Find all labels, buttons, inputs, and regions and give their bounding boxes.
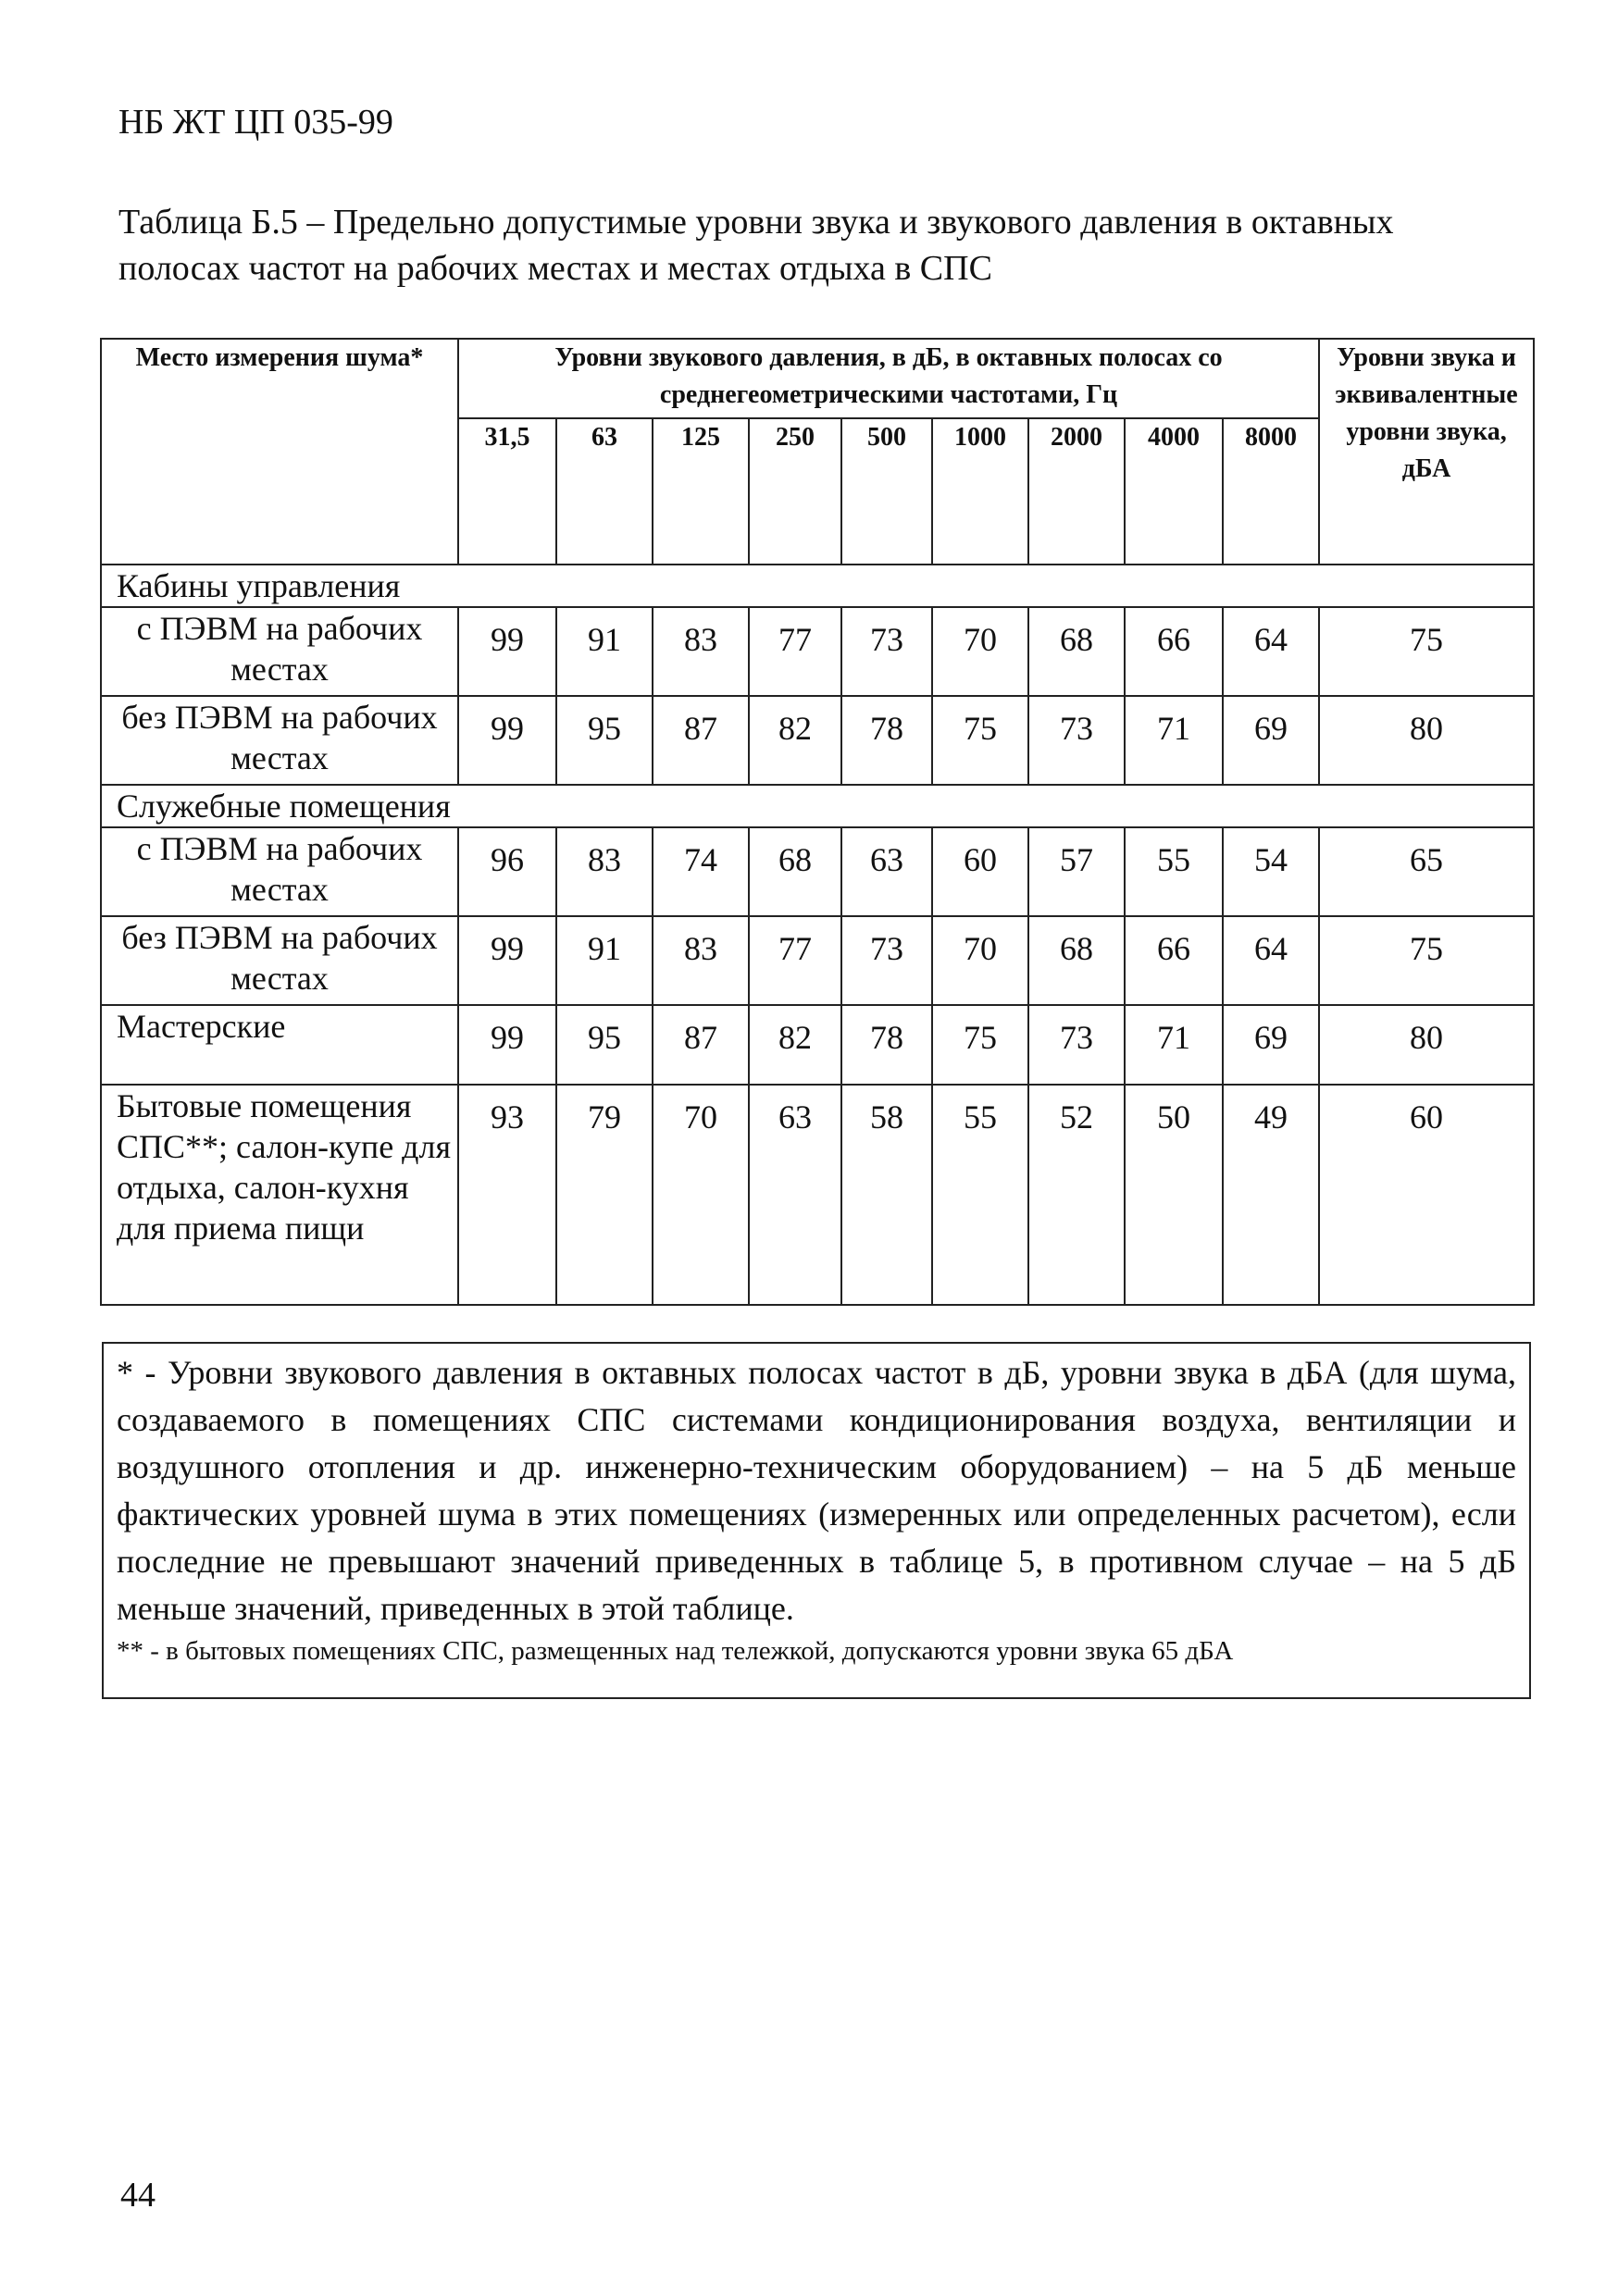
- table-row: [101, 827, 1534, 916]
- value-cell: 68: [1028, 607, 1125, 696]
- value-cell: 99: [458, 607, 556, 696]
- value-cell: 96: [458, 827, 556, 916]
- value-cell: 50: [1125, 1085, 1223, 1305]
- value-cell: 75: [932, 696, 1028, 785]
- value-cell: 83: [556, 827, 653, 916]
- value-cell: 70: [932, 916, 1028, 1005]
- value-cell: 64: [1223, 607, 1319, 696]
- value-cell: 82: [749, 696, 841, 785]
- value-cell: 58: [841, 1085, 932, 1305]
- value-cell: 63: [749, 1085, 841, 1305]
- value-cell: 64: [1223, 916, 1319, 1005]
- value-cell: 95: [556, 1005, 653, 1085]
- value-cell: 83: [653, 916, 749, 1005]
- row-place: без ПЭВМ на рабочих местах: [101, 916, 458, 1005]
- value-cell: 73: [1028, 1005, 1125, 1085]
- total-cell: 75: [1319, 916, 1534, 1005]
- total-cell: 80: [1319, 696, 1534, 785]
- row-place: Бытовые помещения СПС**; салон-купе для отдыха, салон-кухня для приема пищи: [101, 1085, 458, 1305]
- value-cell: 70: [932, 607, 1028, 696]
- value-cell: 75: [932, 1005, 1028, 1085]
- frequency-header: 2000: [1028, 418, 1125, 565]
- value-cell: 99: [458, 916, 556, 1005]
- frequency-header: 1000: [932, 418, 1028, 565]
- value-cell: 49: [1223, 1085, 1319, 1305]
- table-row: [101, 1085, 1534, 1305]
- value-cell: 52: [1028, 1085, 1125, 1305]
- value-cell: 54: [1223, 827, 1319, 916]
- value-cell: 70: [653, 1085, 749, 1305]
- value-cell: 79: [556, 1085, 653, 1305]
- frequency-header: 63: [556, 418, 653, 565]
- value-cell: 73: [1028, 696, 1125, 785]
- frequency-header: 500: [841, 418, 932, 565]
- document-id: НБ ЖТ ЦП 035-99: [118, 103, 393, 142]
- value-cell: 91: [556, 607, 653, 696]
- value-cell: 78: [841, 696, 932, 785]
- table-row: [101, 696, 1534, 785]
- row-place: с ПЭВМ на рабочих местах: [101, 827, 458, 916]
- value-cell: 82: [749, 1005, 841, 1085]
- frequency-header: 125: [653, 418, 749, 565]
- value-cell: 93: [458, 1085, 556, 1305]
- page-number: 44: [120, 2176, 156, 2215]
- value-cell: 83: [653, 607, 749, 696]
- value-cell: 66: [1125, 607, 1223, 696]
- value-cell: 63: [841, 827, 932, 916]
- value-cell: 71: [1125, 696, 1223, 785]
- column-header-sound-pressure: Уровни звукового давления, в дБ, в октавных полосах со среднегеометрическими частотами, Гц: [458, 339, 1319, 418]
- value-cell: 87: [653, 696, 749, 785]
- value-cell: 78: [841, 1005, 932, 1085]
- value-cell: 57: [1028, 827, 1125, 916]
- value-cell: 77: [749, 607, 841, 696]
- value-cell: 55: [932, 1085, 1028, 1305]
- table-footnotes: [102, 1342, 1531, 1699]
- table-row: [101, 916, 1534, 1005]
- noise-limits-table: [100, 338, 1535, 1306]
- total-cell: 60: [1319, 1085, 1534, 1305]
- value-cell: 95: [556, 696, 653, 785]
- value-cell: 87: [653, 1005, 749, 1085]
- frequency-header: 4000: [1125, 418, 1223, 565]
- row-place: Мастерские: [101, 1005, 458, 1085]
- table-row: [101, 607, 1534, 696]
- value-cell: 68: [749, 827, 841, 916]
- value-cell: 73: [841, 916, 932, 1005]
- total-cell: 75: [1319, 607, 1534, 696]
- value-cell: 55: [1125, 827, 1223, 916]
- value-cell: 71: [1125, 1005, 1223, 1085]
- section-title: Кабины управления: [101, 565, 1534, 607]
- value-cell: 69: [1223, 1005, 1319, 1085]
- row-place: без ПЭВМ на рабочих местах: [101, 696, 458, 785]
- value-cell: 68: [1028, 916, 1125, 1005]
- column-header-sound-level: Уровни звука и эквивалентные уровни звука, дБА: [1319, 339, 1534, 565]
- footnote-single-asterisk: * - Уровни звукового давления в октавных полосах частот в дБ, уровни звука в дБА (для шума, создаваемого в помещениях СПС системами кондиционирования воздуха, вентиляции и воздушного отопления и др. инженерно-техническим оборудованием) – на 5 дБ меньше фактических уровней шума в этих помещениях (измеренных или определенных расчетом), если последние не превышают значений приведенных в таблице 5, в противном случае – на 5 дБ меньше значений, приведенных в этой таблице.: [117, 1354, 1516, 1627]
- value-cell: 77: [749, 916, 841, 1005]
- total-cell: 80: [1319, 1005, 1534, 1085]
- value-cell: 99: [458, 696, 556, 785]
- frequency-header: 31,5: [458, 418, 556, 565]
- table-row: [101, 1005, 1534, 1085]
- row-place: с ПЭВМ на рабочих местах: [101, 607, 458, 696]
- total-cell: 65: [1319, 827, 1534, 916]
- frequency-header: 250: [749, 418, 841, 565]
- section-title: Служебные помещения: [101, 785, 1534, 827]
- footnote-double-asterisk: ** - в бытовых помещениях СПС, размещенных над тележкой, допускаются уровни звука 65 дБА: [117, 1636, 1234, 1666]
- value-cell: 66: [1125, 916, 1223, 1005]
- value-cell: 73: [841, 607, 932, 696]
- column-header-place: Место измерения шума*: [101, 339, 458, 565]
- value-cell: 60: [932, 827, 1028, 916]
- value-cell: 74: [653, 827, 749, 916]
- table-caption: Таблица Б.5 – Предельно допустимые уровни звука и звукового давления в октавных полосах частот на рабочих местах и местах отдыха в СПС: [118, 203, 1394, 288]
- value-cell: 69: [1223, 696, 1319, 785]
- frequency-header: 8000: [1223, 418, 1319, 565]
- value-cell: 91: [556, 916, 653, 1005]
- value-cell: 99: [458, 1005, 556, 1085]
